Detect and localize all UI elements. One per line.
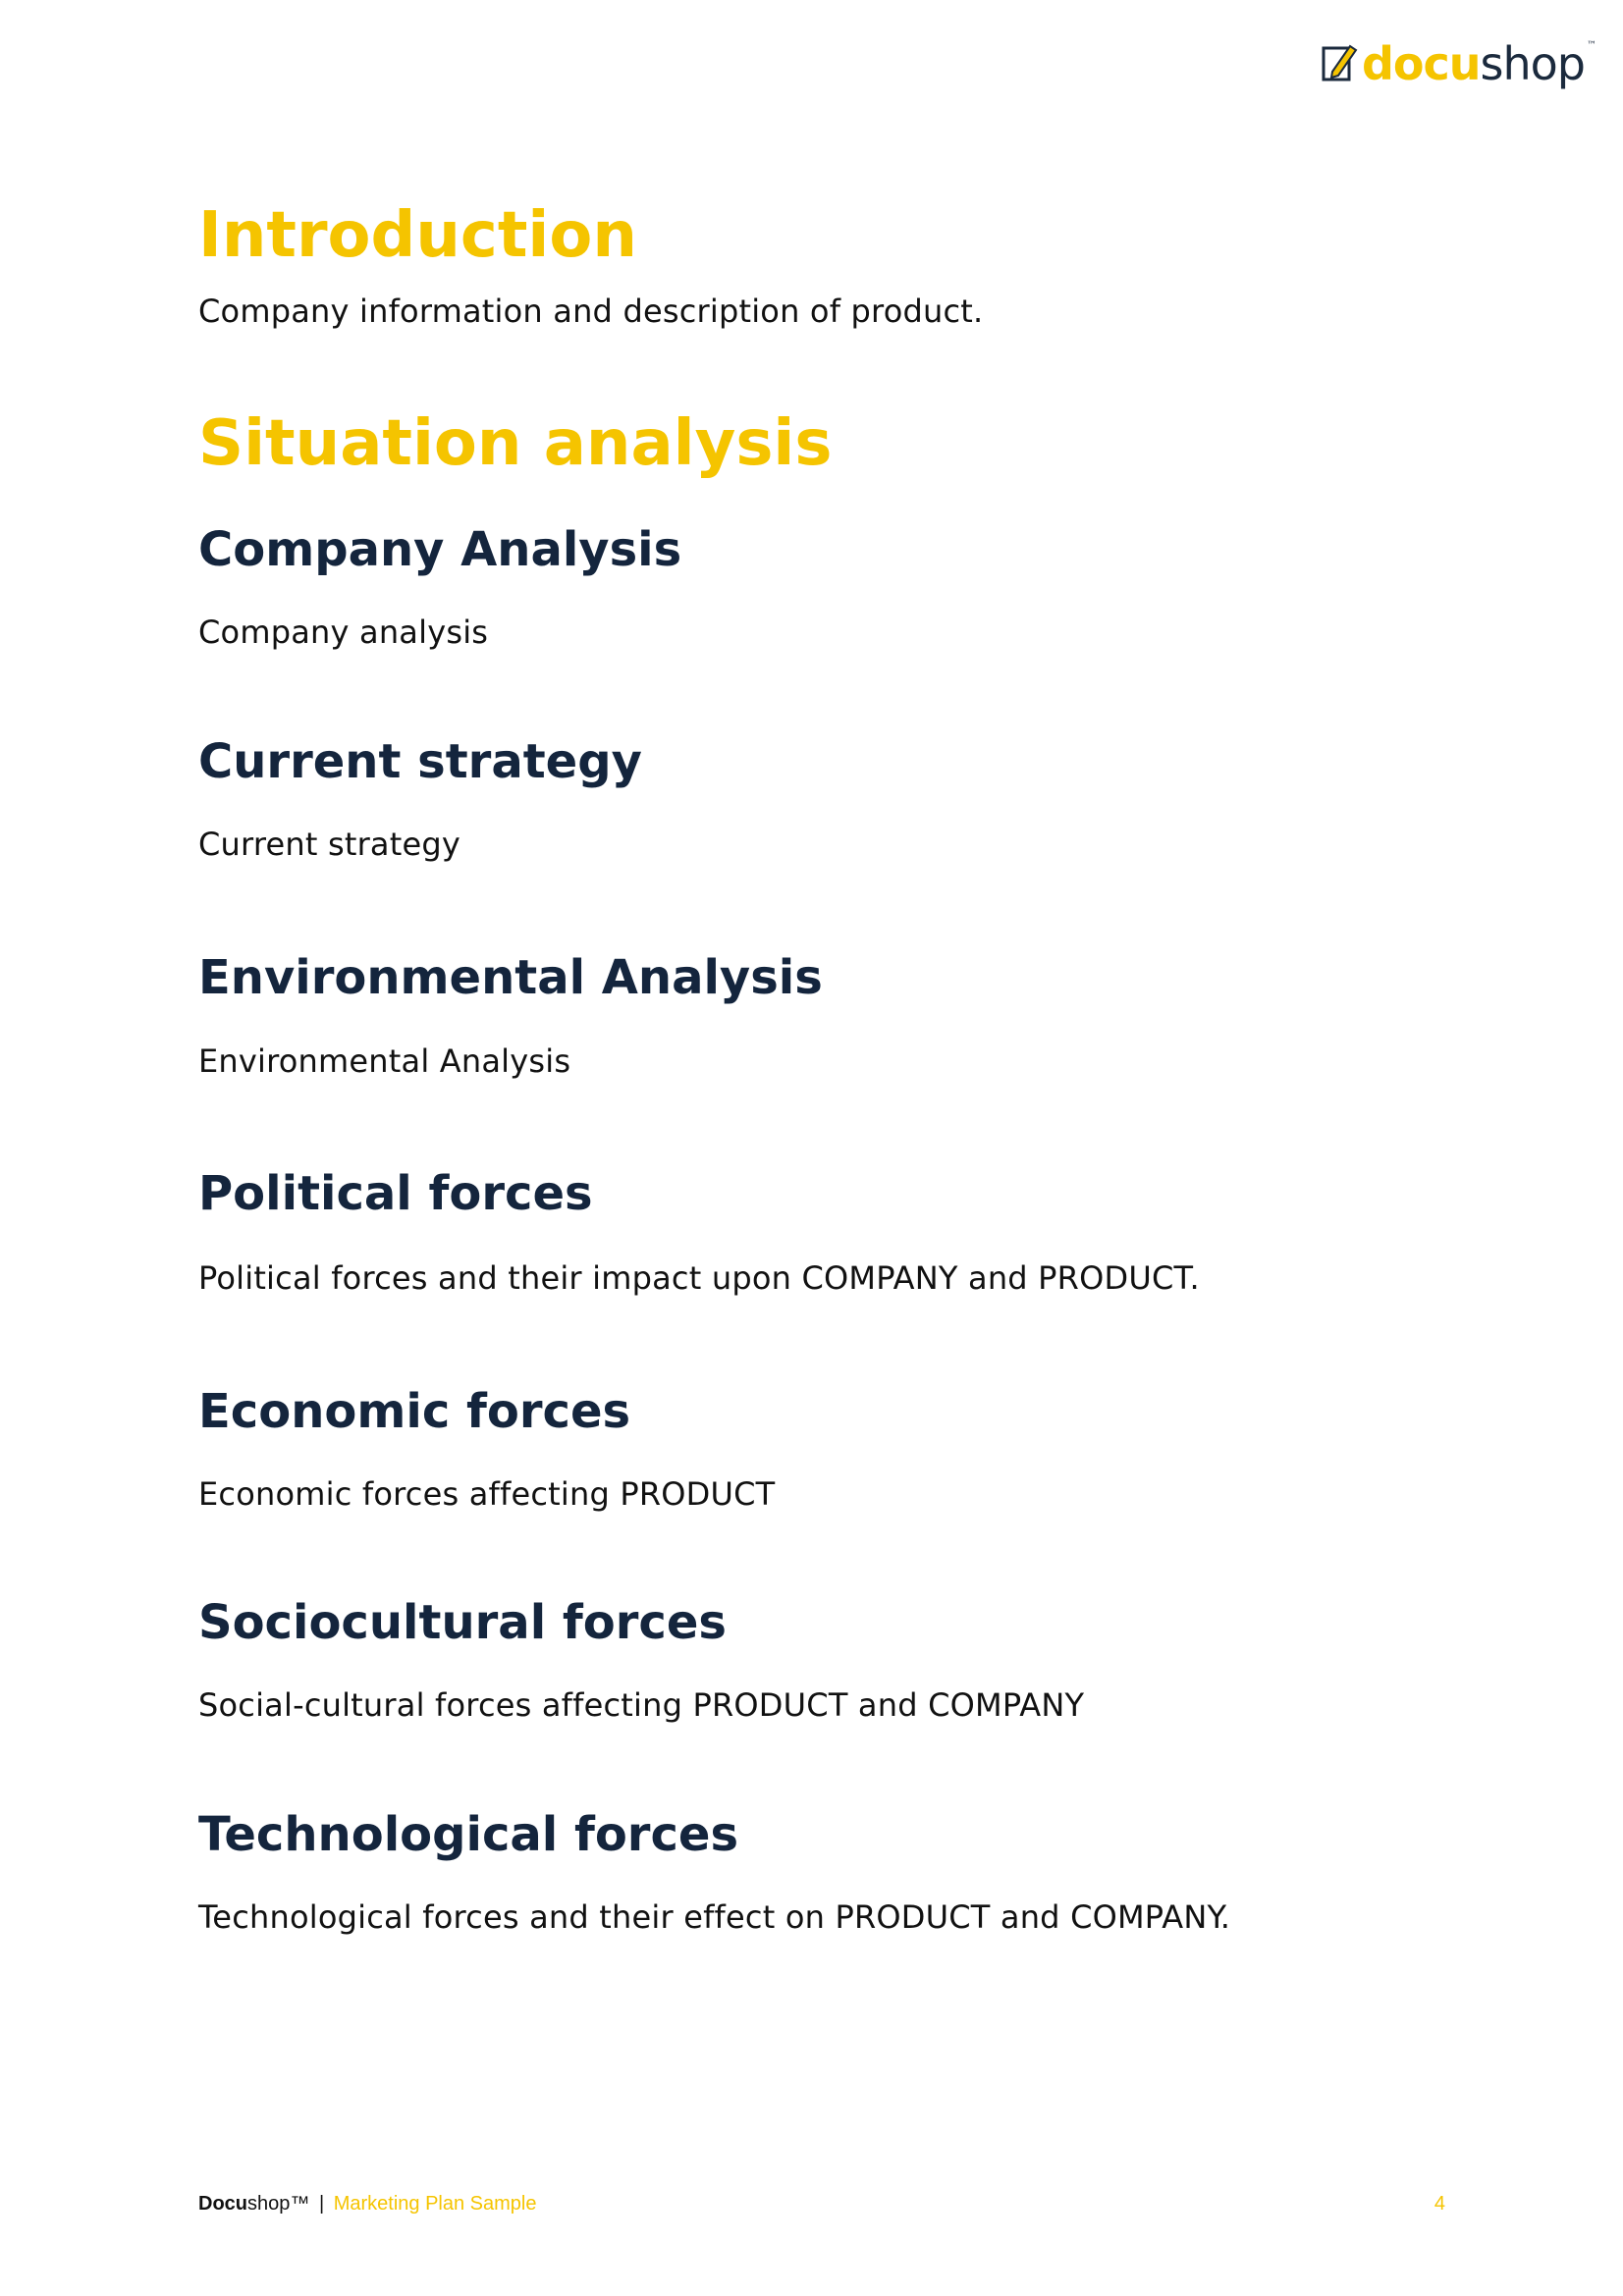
logo-trademark: ™ <box>1587 40 1596 51</box>
heading-sociocultural-forces: Sociocultural forces <box>198 1595 727 1650</box>
logo-wordmark <box>1362 37 1596 90</box>
heading-technological-forces: Technological forces <box>198 1807 739 1862</box>
heading-economic-forces: Economic forces <box>198 1384 631 1439</box>
text-company-analysis: Company analysis <box>198 614 489 651</box>
text-introduction: Company information and description of product. <box>198 293 984 330</box>
heading-company-analysis: Company Analysis <box>198 522 682 577</box>
footer-brand-docu: Docu <box>198 2193 247 2215</box>
heading-current-strategy: Current strategy <box>198 734 642 789</box>
footer-document-title: Marketing Plan Sample <box>333 2193 537 2215</box>
page-footer <box>198 2189 1445 2218</box>
heading-situation-analysis: Situation analysis <box>198 407 833 480</box>
text-political-forces: Political forces and their impact upon COMPANY and PRODUCT. <box>198 1259 1200 1297</box>
docushop-logo <box>1321 37 1596 90</box>
text-sociocultural-forces: Social-cultural forces affecting PRODUCT and COMPANY <box>198 1686 1085 1724</box>
text-technological-forces: Technological forces and their effect on PRODUCT and COMPANY. <box>198 1898 1231 1936</box>
document-pencil-icon <box>1321 42 1360 85</box>
logo-shop: shop <box>1480 37 1585 90</box>
footer-brand-shop: shop™ <box>247 2193 310 2215</box>
heading-environmental-analysis: Environmental Analysis <box>198 950 823 1005</box>
logo-docu: docu <box>1361 37 1481 90</box>
footer-separator: | <box>318 2193 325 2215</box>
text-economic-forces: Economic forces affecting PRODUCT <box>198 1475 776 1513</box>
page-number: 4 <box>1434 2193 1445 2215</box>
text-environmental-analysis: Environmental Analysis <box>198 1042 571 1080</box>
text-current-strategy: Current strategy <box>198 826 461 863</box>
heading-political-forces: Political forces <box>198 1166 593 1221</box>
heading-introduction: Introduction <box>198 199 637 272</box>
